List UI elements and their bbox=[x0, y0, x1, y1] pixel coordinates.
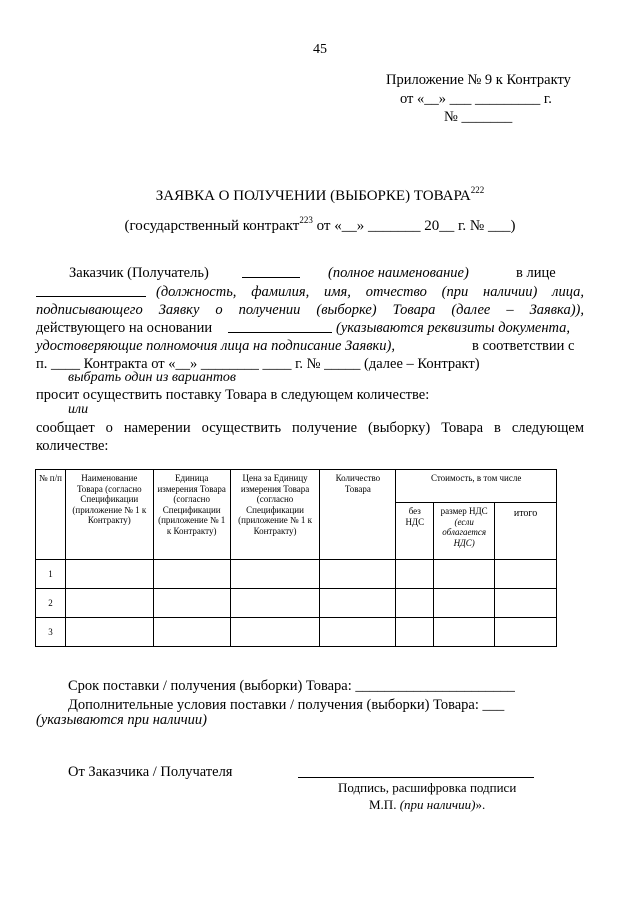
subtitle-prefix: (государственный контракт bbox=[124, 218, 300, 234]
cell-unit bbox=[153, 589, 230, 618]
authority-hint: удостоверяющие полномочия лица на подписание Заявки), bbox=[36, 338, 396, 354]
customer-label: Заказчик (Получатель) bbox=[69, 265, 209, 281]
additional-conditions: Дополнительные условия поставки / получения (выборки) Товара: ___ bbox=[68, 697, 505, 713]
cell-no-vat bbox=[396, 618, 434, 647]
body-line-9 bbox=[36, 437, 584, 455]
body-line-3 bbox=[36, 301, 584, 319]
title-footnote: 222 bbox=[470, 185, 485, 195]
header-total: итого bbox=[495, 503, 557, 560]
signatory-hint: подписывающего Заявку о получении (выборке) Товара (далее – Заявка)), bbox=[36, 302, 584, 318]
title-text: ЗАЯВКА О ПОЛУЧЕНИИ (ВЫБОРКЕ) ТОВАРА bbox=[155, 188, 471, 204]
cell-unit bbox=[153, 560, 230, 589]
cell-vat bbox=[434, 618, 495, 647]
cell-quantity bbox=[320, 618, 396, 647]
cell-quantity bbox=[320, 589, 396, 618]
cell-price bbox=[230, 560, 320, 589]
document-title bbox=[0, 185, 640, 205]
body-line-8 bbox=[36, 419, 584, 437]
person-blank bbox=[36, 284, 146, 297]
appendix-line-2: от «__» ___ _________ г. bbox=[400, 91, 552, 107]
represented-by: в лице bbox=[516, 265, 556, 281]
cell-total bbox=[495, 560, 557, 589]
header-vat-note: (если облагается НДС) bbox=[442, 516, 487, 548]
request-supply-text: просит осуществить поставку Товара в следующем количестве: bbox=[36, 387, 430, 403]
header-vat bbox=[434, 503, 495, 560]
cell-no-vat bbox=[396, 560, 434, 589]
table-row bbox=[36, 618, 557, 647]
cell-price bbox=[230, 589, 320, 618]
cell-quantity bbox=[320, 560, 396, 589]
accordance-text: в соответствии с bbox=[472, 338, 575, 354]
delivery-term: Срок поставки / получения (выборки) Товара: ______________________ bbox=[68, 678, 515, 694]
table-header-row bbox=[36, 470, 557, 503]
page-number: 45 bbox=[313, 42, 327, 57]
stamp-suffix: ». bbox=[475, 797, 486, 812]
cell-vat bbox=[434, 560, 495, 589]
cell-price bbox=[230, 618, 320, 647]
header-num: № п/п bbox=[36, 470, 66, 560]
header-no-vat: без НДС bbox=[396, 503, 434, 560]
header-unit: Единица измерения Товара (согласно Спецификации (приложение № 1 к Контракту) bbox=[153, 470, 230, 560]
quantity-label: количестве: bbox=[36, 438, 109, 454]
cell-total bbox=[495, 618, 557, 647]
document-details-hint: (указываются реквизиты документа, bbox=[336, 320, 571, 336]
customer-blank bbox=[242, 265, 300, 278]
stamp-prefix: М.П. bbox=[369, 797, 400, 812]
header-vat-label: размер НДС bbox=[440, 506, 488, 516]
header-price: Цена за Единицу измерения Товара (согласно Спецификации (приложение № 1 к Контракту) bbox=[230, 470, 320, 560]
cell-unit bbox=[153, 618, 230, 647]
appendix-line-1: Приложение № 9 к Контракту bbox=[386, 72, 571, 88]
row-number: 2 bbox=[36, 589, 66, 618]
stamp-note: (при наличии) bbox=[399, 797, 476, 812]
person-hint: (должность, фамилия, имя, отчество (при наличии) лица, bbox=[156, 284, 584, 300]
basis-blank bbox=[228, 320, 332, 333]
cell-name bbox=[65, 589, 153, 618]
subtitle-suffix: от «__» _______ 20__ г. № ___) bbox=[312, 218, 516, 234]
from-customer: От Заказчика / Получателя bbox=[68, 764, 233, 780]
appendix-line-3: № _______ bbox=[444, 109, 513, 125]
goods-table bbox=[35, 469, 557, 647]
or-note: или bbox=[68, 402, 89, 417]
document-subtitle bbox=[0, 215, 640, 235]
subtitle-footnote: 223 bbox=[299, 215, 313, 225]
conditions-note: (указываются при наличии) bbox=[36, 712, 207, 728]
row-number: 3 bbox=[36, 618, 66, 647]
row-number: 1 bbox=[36, 560, 66, 589]
notify-receipt-text: сообщает о намерении осуществить получение (выборку) Товара в следующем bbox=[36, 420, 584, 436]
header-name: Наименование Товара (согласно Спецификации (приложение № 1 к Контракту) bbox=[65, 470, 153, 560]
body-line-7 bbox=[36, 386, 584, 404]
contract-reference: п. ____ Контракта от «__» ________ ____ г. № _____ (далее – Контракт) bbox=[36, 356, 480, 372]
cell-name bbox=[65, 560, 153, 589]
cell-no-vat bbox=[396, 589, 434, 618]
choose-variant-note: выбрать один из вариантов bbox=[68, 370, 236, 385]
cell-name bbox=[65, 618, 153, 647]
signature-line bbox=[298, 777, 534, 778]
full-name-hint: (полное наименование) bbox=[328, 265, 469, 281]
header-cost: Стоимость, в том числе bbox=[396, 470, 557, 503]
cell-total bbox=[495, 589, 557, 618]
table-row bbox=[36, 560, 557, 589]
table-row bbox=[36, 589, 557, 618]
stamp-caption bbox=[369, 797, 485, 813]
cell-vat bbox=[434, 589, 495, 618]
header-quantity: Количество Товара bbox=[320, 470, 396, 560]
signature-caption: Подпись, расшифровка подписи bbox=[338, 780, 517, 795]
acting-basis-label: действующего на основании bbox=[36, 320, 213, 336]
